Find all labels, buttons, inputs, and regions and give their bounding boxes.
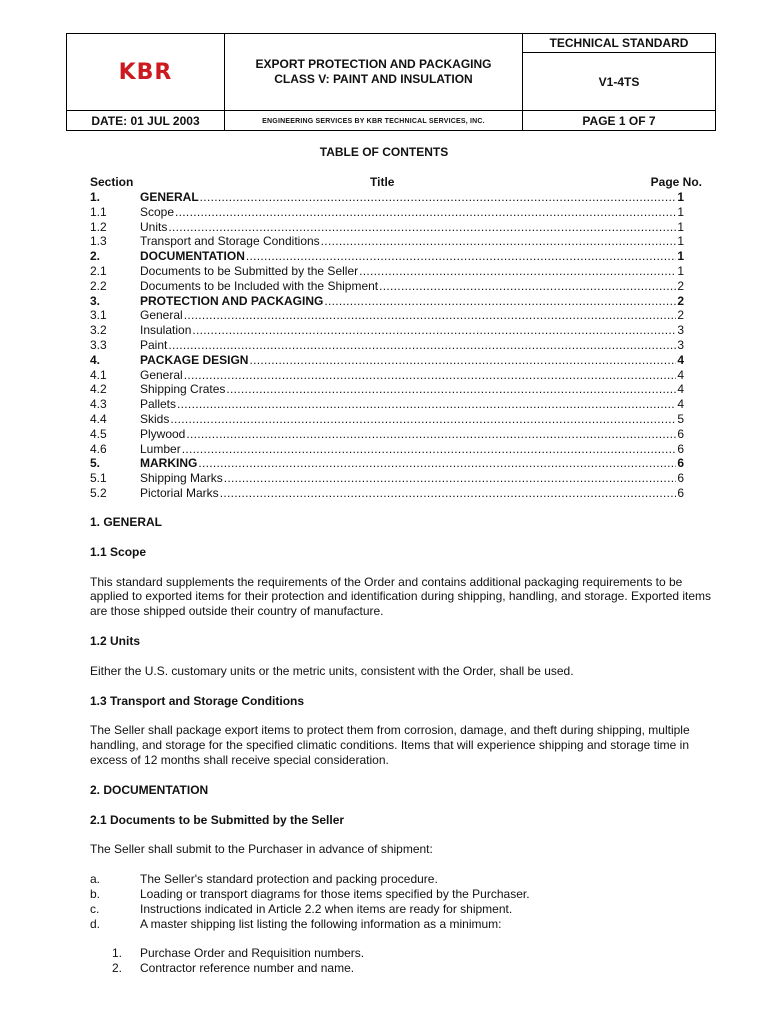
toc-entry-title: Insulation (140, 323, 192, 338)
list-text: Loading or transport diagrams for those items specified by the Purchaser. (140, 886, 530, 901)
toc-col-title: Title (370, 175, 395, 189)
subsection-heading: 2.1 Documents to be Submitted by the Seller (90, 812, 345, 827)
toc-title: TABLE OF CONTENTS (319, 145, 449, 159)
list-marker: a. (90, 872, 101, 887)
toc-section-number: 3. (90, 293, 101, 308)
document-date: DATE: 01 JUL 2003 (91, 114, 200, 128)
toc-section-number: 3.1 (90, 308, 107, 323)
toc-entry-title: Scope (140, 204, 175, 219)
toc-entry-title: General (140, 308, 183, 323)
logo-text: KBR (118, 59, 173, 85)
document-body (90, 515, 714, 976)
toc-page-number: 6 (677, 426, 684, 441)
lettered-list (90, 872, 714, 931)
toc-page-number: 1 (677, 249, 684, 264)
toc-col-page: Page No. (650, 175, 702, 189)
toc-page-number: 5 (677, 411, 684, 426)
kbr-logo (67, 34, 224, 110)
toc-entry-title: General (140, 367, 183, 382)
paragraph: This standard supplements the requirements of the Order and contains additional packaging requirements to be applied to exported items for their protection and identification during shipping, handling, and storage. Exported items are those shipped outside their country of manufacture. (90, 574, 712, 619)
toc-entry-title: Documents to be Submitted by the Seller (140, 263, 359, 278)
standard-type: TECHNICAL STANDARD (549, 36, 689, 50)
title-line-2: CLASS V: PAINT AND INSULATION (274, 72, 473, 86)
list-text: Contractor reference number and name. (140, 961, 355, 976)
toc-entry-title: Shipping Crates (140, 382, 226, 397)
toc-row (90, 220, 684, 235)
toc-row (90, 486, 684, 501)
toc-entry-title: MARKING (140, 456, 198, 471)
table-of-contents (90, 190, 684, 501)
toc-leader-dots (246, 249, 676, 264)
numbered-list (112, 946, 714, 976)
document-code: V1-4TS (598, 74, 640, 89)
toc-section-number: 4.3 (90, 397, 107, 412)
section-heading: 2. DOCUMENTATION (90, 782, 209, 797)
toc-leader-dots (175, 205, 676, 220)
toc-page-number: 1 (677, 204, 684, 219)
paragraph: Either the U.S. customary units or the metric units, consistent with the Order, shall be used. (90, 663, 574, 678)
toc-leader-dots (182, 442, 677, 457)
toc-page-number: 6 (677, 456, 684, 471)
toc-leader-dots (249, 353, 676, 368)
toc-entry-title: Units (140, 219, 168, 234)
document-title (225, 34, 522, 110)
list-item (90, 917, 714, 932)
toc-leader-dots (177, 397, 676, 412)
toc-section-number: 4.4 (90, 411, 107, 426)
toc-leader-dots (168, 220, 676, 235)
toc-page-number: 1 (677, 234, 684, 249)
toc-section-number: 1.3 (90, 234, 107, 249)
toc-leader-dots (192, 323, 676, 338)
list-marker: d. (90, 916, 101, 931)
toc-section-number: 3.3 (90, 337, 107, 352)
engineering-services: ENGINEERING SERVICES BY KBR TECHNICAL SERVICES, INC. (262, 117, 485, 125)
toc-entry-title: Paint (140, 337, 168, 352)
list-item (90, 887, 714, 902)
toc-entry-title: Documents to be Included with the Shipment (140, 278, 379, 293)
toc-section-number: 3.2 (90, 323, 107, 338)
toc-leader-dots (168, 338, 676, 353)
toc-section-number: 1. (90, 190, 101, 204)
toc-leader-dots (324, 294, 676, 309)
toc-page-number: 4 (677, 397, 684, 412)
toc-section-number: 4.1 (90, 367, 107, 382)
list-text: Purchase Order and Requisition numbers. (140, 946, 365, 961)
toc-row (90, 412, 684, 427)
list-item (90, 902, 714, 917)
toc-row (90, 249, 684, 264)
toc-row (90, 279, 684, 294)
toc-leader-dots (186, 427, 676, 442)
paragraph: The Seller shall submit to the Purchaser in advance of shipment: (90, 842, 433, 857)
toc-row (90, 264, 684, 279)
toc-leader-dots (321, 234, 677, 249)
toc-section-number: 2.2 (90, 278, 107, 293)
toc-row (90, 234, 684, 249)
toc-row (90, 294, 684, 309)
toc-page-number: 6 (677, 471, 684, 486)
toc-entry-title: PACKAGE DESIGN (140, 352, 249, 367)
toc-page-number: 1 (677, 263, 684, 278)
toc-row (90, 427, 684, 442)
toc-entry-title: Skids (140, 411, 170, 426)
toc-page-number: 3 (677, 337, 684, 352)
list-text: The Seller's standard protection and packing procedure. (140, 872, 438, 887)
toc-entry-title: Shipping Marks (140, 471, 223, 486)
toc-page-number: 6 (677, 485, 684, 500)
toc-row (90, 323, 684, 338)
toc-page-number: 6 (677, 441, 684, 456)
title-line-1: EXPORT PROTECTION AND PACKAGING (255, 57, 492, 71)
toc-section-number: 5.1 (90, 471, 107, 486)
toc-page-number: 2 (677, 293, 684, 308)
toc-entry-title: PROTECTION AND PACKAGING (140, 293, 324, 308)
list-item (112, 946, 714, 961)
toc-section-number: 4. (90, 352, 101, 367)
toc-page-number: 4 (677, 382, 684, 397)
toc-section-number: 4.6 (90, 441, 107, 456)
toc-leader-dots (184, 368, 677, 383)
toc-leader-dots (170, 412, 676, 427)
toc-entry-title: Transport and Storage Conditions (140, 234, 320, 249)
document-header (66, 33, 716, 131)
toc-entry-title: Pictorial Marks (140, 485, 219, 500)
list-text: A master shipping list listing the following information as a minimum: (140, 916, 502, 931)
toc-page-number: 4 (677, 367, 684, 382)
toc-section-number: 2. (90, 249, 101, 264)
toc-leader-dots (224, 471, 677, 486)
toc-entry-title: Plywood (140, 426, 186, 441)
paragraph: The Seller shall package export items to protect them from corrosion, damage, and theft during shipping, multiple handling, and storage for the specified climatic conditions. Items that will experience shipping and storage time in excess of 12 months shall receive special consideration. (90, 723, 690, 767)
toc-leader-dots (198, 456, 676, 471)
toc-row (90, 456, 684, 471)
toc-section-number: 4.5 (90, 426, 107, 441)
toc-page-number: 2 (677, 278, 684, 293)
toc-section-number: 1.2 (90, 219, 107, 234)
list-item (112, 961, 714, 976)
toc-page-number: 3 (677, 323, 684, 338)
subsection-heading: 1.3 Transport and Storage Conditions (90, 693, 305, 708)
toc-row (90, 382, 684, 397)
toc-leader-dots (359, 264, 676, 279)
toc-entry-title: DOCUMENTATION (140, 249, 245, 264)
toc-row (90, 397, 684, 412)
list-marker: c. (90, 901, 100, 916)
toc-row (90, 308, 684, 323)
toc-section-number: 2.1 (90, 263, 107, 278)
toc-leader-dots (184, 308, 677, 323)
toc-row (90, 442, 684, 457)
toc-section-number: 5. (90, 456, 101, 471)
subsection-heading: 1.2 Units (90, 633, 141, 648)
toc-row (90, 205, 684, 220)
toc-leader-dots (200, 190, 677, 205)
toc-leader-dots (226, 382, 676, 397)
list-item (90, 872, 714, 887)
toc-column-headers (90, 175, 702, 190)
toc-entry-title: Lumber (140, 441, 181, 456)
toc-entry-title: Pallets (140, 397, 177, 412)
toc-row (90, 368, 684, 383)
toc-row (90, 338, 684, 353)
section-heading: 1. GENERAL (90, 515, 163, 529)
toc-page-number: 4 (677, 352, 684, 367)
toc-page-number: 1 (677, 219, 684, 234)
page-number: PAGE 1 OF 7 (582, 114, 656, 128)
list-text: Instructions indicated in Article 2.2 when items are ready for shipment. (140, 901, 513, 916)
list-marker: 2. (112, 961, 123, 976)
toc-col-section: Section (90, 175, 134, 189)
list-marker: b. (90, 886, 101, 901)
toc-page-number: 1 (677, 190, 684, 204)
toc-section-number: 4.2 (90, 382, 107, 397)
list-marker: 1. (112, 946, 123, 961)
toc-page-number: 2 (677, 308, 684, 323)
toc-section-number: 1.1 (90, 204, 107, 219)
toc-row (90, 190, 684, 205)
toc-section-number: 5.2 (90, 485, 107, 500)
toc-row (90, 471, 684, 486)
toc-leader-dots (379, 279, 676, 294)
toc-entry-title: GENERAL (140, 190, 199, 204)
toc-row (90, 353, 684, 368)
subsection-heading: 1.1 Scope (90, 544, 147, 559)
toc-leader-dots (220, 486, 677, 501)
